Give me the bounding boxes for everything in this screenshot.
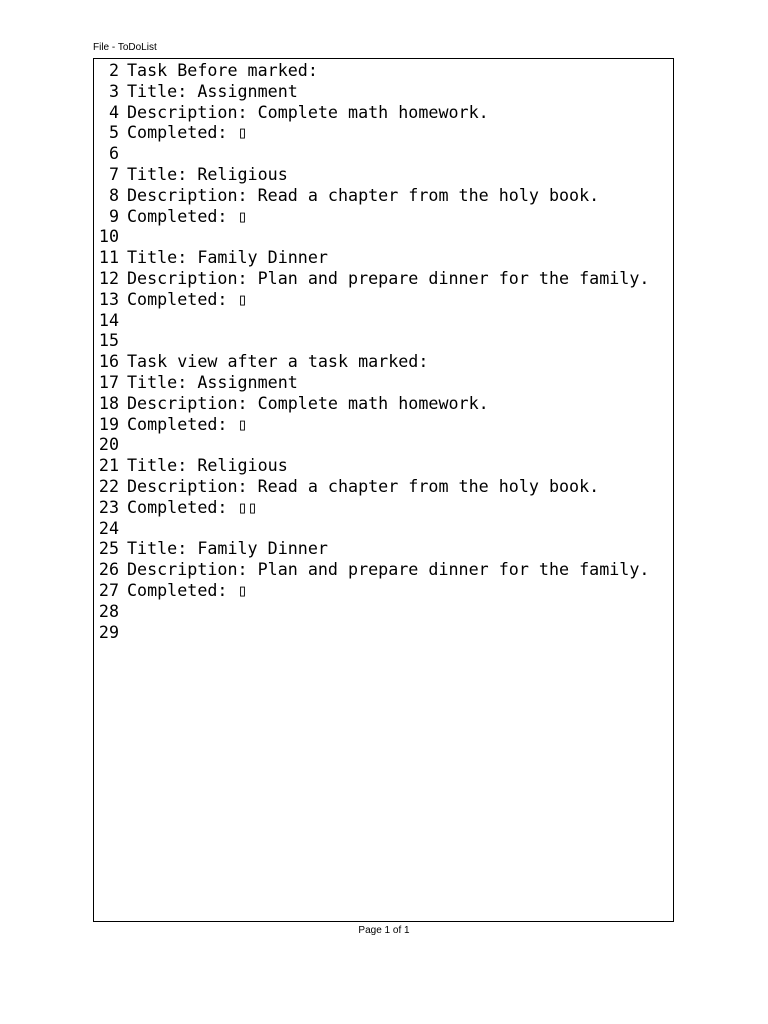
code-line	[94, 538, 649, 559]
line-number: 24	[98, 517, 119, 538]
code-listing-frame	[93, 58, 674, 922]
line-number: 13	[98, 288, 119, 309]
line-number: 23	[98, 496, 119, 517]
line-number: 25	[98, 538, 119, 559]
code-line	[94, 226, 649, 247]
line-text: Title: Assignment	[127, 371, 298, 392]
line-text: Title: Family Dinner	[127, 538, 328, 559]
line-number: 21	[98, 455, 119, 476]
line-text: Description: Plan and prepare dinner for the family.	[127, 267, 650, 288]
line-number: 12	[98, 267, 119, 288]
code-line	[94, 497, 649, 518]
line-text: Description: Plan and prepare dinner for the family.	[127, 559, 650, 580]
line-text: Description: Complete math homework.	[127, 392, 489, 413]
code-line	[94, 310, 649, 331]
line-number: 14	[98, 309, 119, 330]
line-number: 10	[98, 226, 119, 247]
line-text: Description: Read a chapter from the holy book.	[127, 184, 600, 205]
code-line	[94, 81, 649, 102]
code-line	[94, 102, 649, 123]
line-number: 7	[108, 163, 119, 184]
code-line	[94, 351, 649, 372]
line-number: 15	[98, 330, 119, 351]
code-line	[94, 580, 649, 601]
line-number: 8	[108, 184, 119, 205]
code-line	[94, 164, 649, 185]
code-line	[94, 414, 649, 435]
code-line	[94, 372, 649, 393]
code-line	[94, 185, 649, 206]
code-line	[94, 268, 649, 289]
line-number: 9	[108, 205, 119, 226]
line-text: Task view after a task marked:	[127, 351, 429, 372]
line-number: 19	[98, 413, 119, 434]
line-text: Completed: ▯	[127, 579, 248, 600]
line-text: Title: Religious	[127, 455, 288, 476]
line-text: Description: Complete math homework.	[127, 101, 489, 122]
code-line	[94, 434, 649, 455]
line-number: 29	[98, 621, 119, 642]
code-line	[94, 60, 649, 81]
line-number: 20	[98, 434, 119, 455]
line-text: Title: Assignment	[127, 80, 298, 101]
line-number: 22	[98, 475, 119, 496]
line-text: Completed: ▯	[127, 288, 248, 309]
line-number: 3	[108, 80, 119, 101]
code-line	[94, 289, 649, 310]
code-line	[94, 601, 649, 622]
code-line	[94, 143, 649, 164]
code-line	[94, 559, 649, 580]
code-line	[94, 622, 649, 643]
line-number: 18	[98, 392, 119, 413]
line-number: 5	[108, 122, 119, 143]
code-lines	[94, 59, 649, 642]
code-line	[94, 393, 649, 414]
line-text: Completed: ▯	[127, 413, 248, 434]
code-line	[94, 122, 649, 143]
line-text: Title: Religious	[127, 163, 288, 184]
code-line	[94, 518, 649, 539]
line-number: 26	[98, 559, 119, 580]
line-number: 17	[98, 371, 119, 392]
line-text: Completed: ▯	[127, 122, 248, 143]
page-number: Page 1 of 1	[358, 925, 410, 936]
line-number: 16	[98, 351, 119, 372]
code-line	[94, 330, 649, 351]
code-line	[94, 455, 649, 476]
line-number: 27	[98, 579, 119, 600]
line-number: 28	[98, 600, 119, 621]
code-line	[94, 206, 649, 227]
line-text: Title: Family Dinner	[127, 247, 328, 268]
line-text: Task Before marked:	[127, 60, 318, 80]
line-text: Completed: ▯▯	[127, 496, 258, 517]
document-title: File - ToDoList	[93, 42, 157, 53]
line-text: Completed: ▯	[127, 205, 248, 226]
line-number: 4	[108, 101, 119, 122]
line-number: 2	[108, 60, 119, 80]
code-line	[94, 476, 649, 497]
code-line	[94, 247, 649, 268]
line-text: Description: Read a chapter from the holy book.	[127, 475, 600, 496]
line-number: 11	[98, 247, 119, 268]
line-number: 6	[108, 143, 119, 164]
